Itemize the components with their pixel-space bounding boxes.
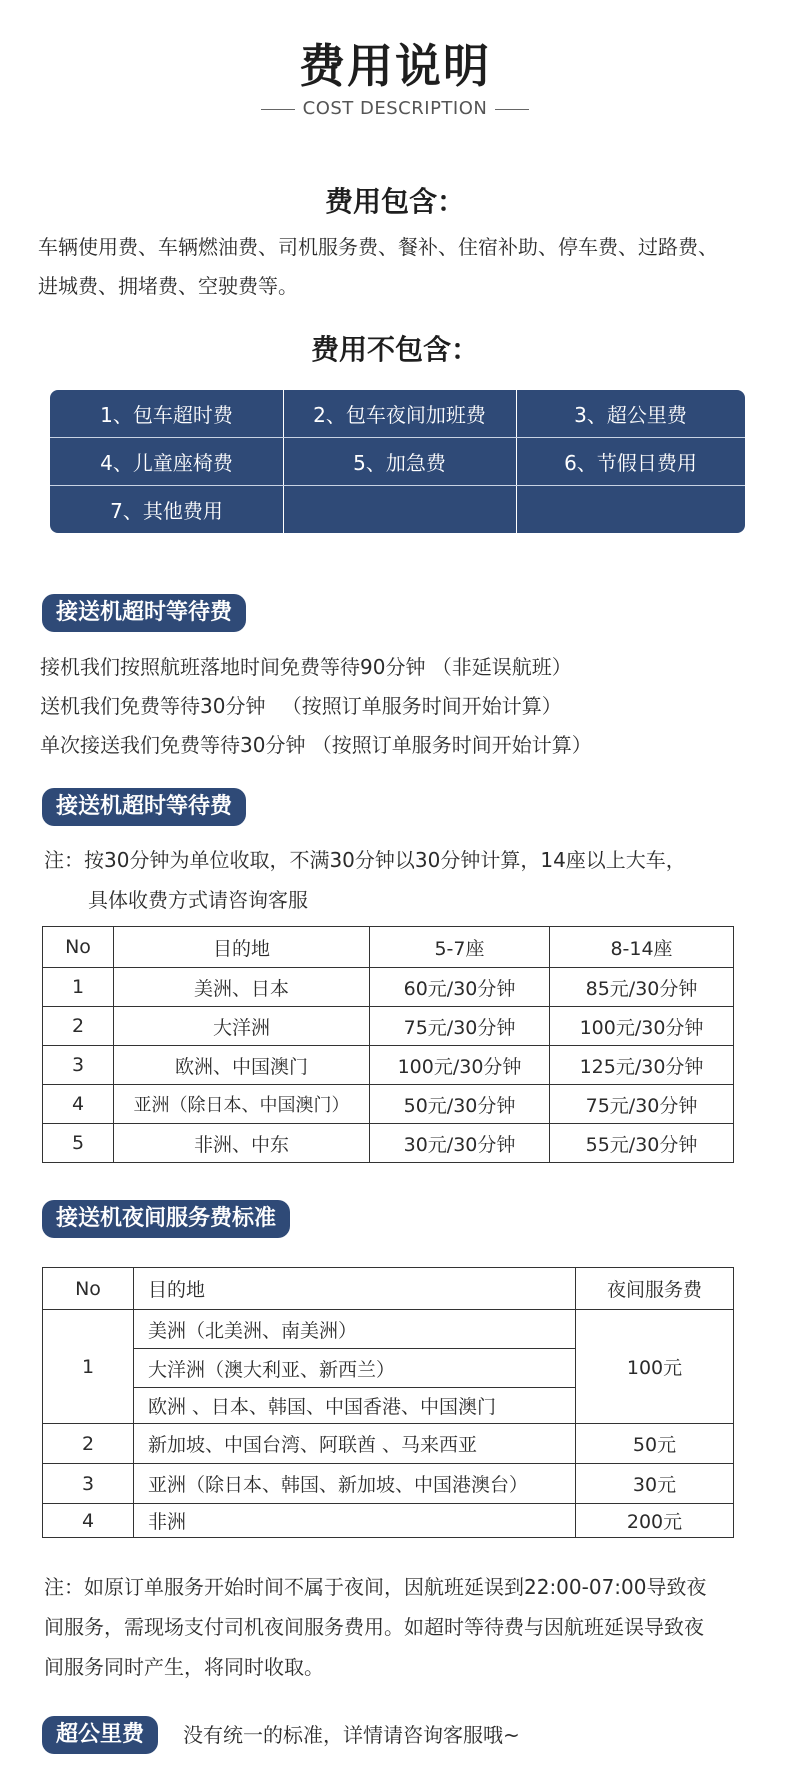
waiting-text [40, 648, 780, 765]
table-cell: 欧洲、中国澳门 [114, 1046, 370, 1085]
waiting-fee-table [42, 926, 734, 1163]
subtitle-text: COST DESCRIPTION [302, 98, 488, 119]
table-cell: 100元 [576, 1310, 734, 1424]
table-cell: 亚洲（除日本、中国澳门） [114, 1085, 370, 1124]
table-cell: 亚洲（除日本、韩国、新加坡、中国港澳台） [134, 1464, 576, 1504]
table-cell: 美洲（北美洲、南美洲） [134, 1310, 576, 1349]
note-line: 注：如原订单服务开始时间不属于夜间，因航班延误到22:00-07:00导致夜 [44, 1575, 707, 1599]
table-row [43, 1464, 734, 1504]
table-cell: 1 [43, 968, 114, 1007]
included-title: 费用包含： [324, 185, 465, 218]
table-cell: 美洲、日本 [114, 968, 370, 1007]
excluded-item: 6、节假日费用 [564, 451, 697, 475]
night-fee-note [44, 1567, 759, 1687]
excluded-item: 7、其他费用 [110, 499, 223, 523]
excluded-item: 5、加急费 [353, 451, 446, 475]
table-cell: 30元 [576, 1464, 734, 1504]
table-cell: 4 [43, 1085, 114, 1124]
table-cell: 60元/30分钟 [370, 968, 550, 1007]
table-cell: 50元 [576, 1424, 734, 1464]
table-cell: 30元/30分钟 [370, 1124, 550, 1163]
column-header: No [43, 1268, 134, 1310]
night-fee-table [42, 1267, 734, 1538]
waiting-line: 接机我们按照航班落地时间免费等待90分钟 （非延误航班） [40, 655, 572, 679]
table-cell: 200元 [576, 1504, 734, 1538]
note-line: 注：按30分钟为单位收取，不满30分钟以30分钟计算，14座以上大车， [44, 848, 686, 872]
table-cell: 3 [43, 1046, 114, 1085]
column-header: 目的地 [114, 927, 370, 968]
included-line: 进城费、拥堵费、空驶费等。 [38, 274, 298, 298]
note-line: 间服务，需现场支付司机夜间服务费用。如超时等待费与因航班延误导致夜 [44, 1615, 704, 1639]
column-header: 5-7座 [370, 927, 550, 968]
table-cell: 2 [43, 1424, 134, 1464]
column-header: 夜间服务费 [576, 1268, 734, 1310]
table-cell: 非洲 [134, 1504, 576, 1538]
table-row [43, 1504, 734, 1538]
column-header: 目的地 [134, 1268, 576, 1310]
excluded-item: 4、儿童座椅费 [100, 451, 233, 475]
table-cell: 85元/30分钟 [550, 968, 734, 1007]
note-line: 具体收费方式请咨询客服 [88, 888, 308, 912]
table-cell: 新加坡、中国台湾、阿联酋 、马来西亚 [134, 1424, 576, 1464]
section-badge: 接送机夜间服务费标准 [42, 1200, 290, 1238]
table-cell: 100元/30分钟 [370, 1046, 550, 1085]
page-title: 费用说明 [299, 39, 491, 93]
table-cell: 125元/30分钟 [550, 1046, 734, 1085]
column-header: 8-14座 [550, 927, 734, 968]
table-cell: 1 [43, 1310, 134, 1424]
table-cell: 55元/30分钟 [550, 1124, 734, 1163]
waiting-line: 单次接送我们免费等待30分钟 （按照订单服务时间开始计算） [40, 733, 592, 757]
table-cell: 5 [43, 1124, 114, 1163]
divider [495, 109, 529, 110]
table-row [43, 1310, 734, 1349]
page-subtitle [0, 98, 790, 119]
table-row [43, 1124, 734, 1163]
column-header: No [43, 927, 114, 968]
excluded-item: 3、超公里费 [574, 403, 687, 427]
table-cell: 4 [43, 1504, 134, 1538]
extra-km-text: 没有统一的标准，详情请咨询客服哦~ [183, 1723, 520, 1747]
excluded-item: 1、包车超时费 [100, 403, 233, 427]
table-cell: 大洋洲 [114, 1007, 370, 1046]
included-line: 车辆使用费、车辆燃油费、司机服务费、餐补、住宿补助、停车费、过路费、 [38, 235, 718, 259]
table-cell: 2 [43, 1007, 114, 1046]
table-header-row [43, 927, 734, 968]
table-row [43, 1007, 734, 1046]
table-cell: 非洲、中东 [114, 1124, 370, 1163]
included-text [38, 228, 758, 306]
section-badge: 接送机超时等待费 [42, 594, 246, 632]
table-cell: 75元/30分钟 [550, 1085, 734, 1124]
waiting-fee-note [44, 840, 686, 920]
excluded-grid [50, 390, 745, 533]
table-cell: 欧洲 、日本、韩国、中国香港、中国澳门 [134, 1388, 576, 1424]
note-line: 间服务同时产生，将同时收取。 [44, 1655, 324, 1679]
divider [261, 109, 295, 110]
excluded-item: 2、包车夜间加班费 [313, 403, 486, 427]
table-cell: 3 [43, 1464, 134, 1504]
section-badge: 超公里费 [42, 1716, 158, 1754]
table-header-row [43, 1268, 734, 1310]
table-row [43, 1424, 734, 1464]
table-cell: 75元/30分钟 [370, 1007, 550, 1046]
table-row [43, 968, 734, 1007]
table-cell: 100元/30分钟 [550, 1007, 734, 1046]
table-row [43, 1046, 734, 1085]
table-row [43, 1085, 734, 1124]
excluded-title: 费用不包含： [310, 333, 479, 366]
waiting-line: 送机我们免费等待30分钟 （按照订单服务时间开始计算） [40, 694, 562, 718]
table-cell: 大洋洲（澳大利亚、新西兰） [134, 1349, 576, 1388]
section-badge: 接送机超时等待费 [42, 788, 246, 826]
table-cell: 50元/30分钟 [370, 1085, 550, 1124]
